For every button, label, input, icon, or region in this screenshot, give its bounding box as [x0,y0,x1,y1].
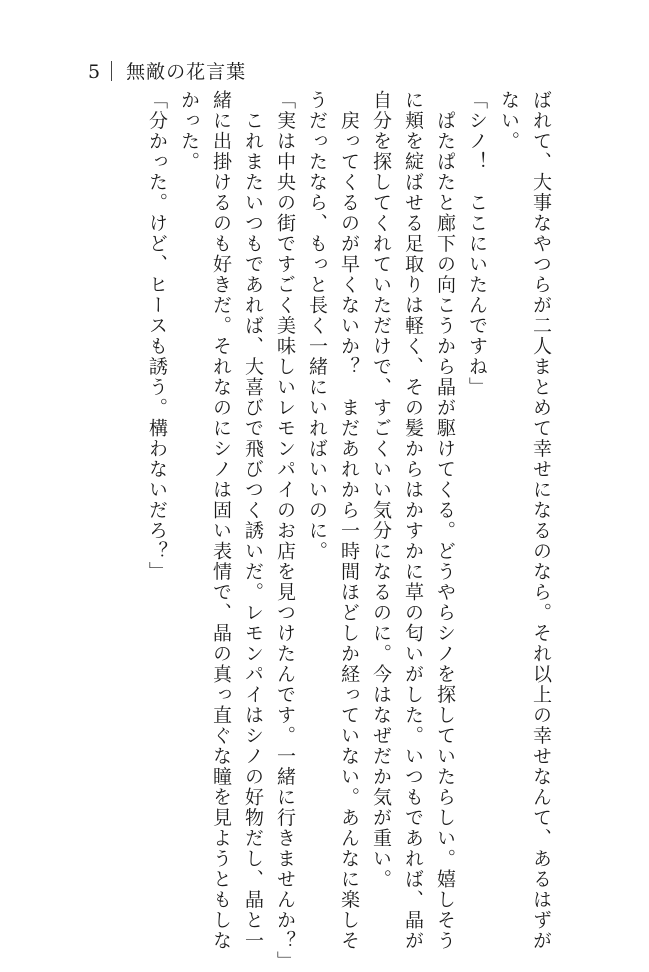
body-text [77,90,557,972]
text-line: ぱたぱたと廊下の向こうから晶が駆けてくる。どうやらシノを探していたらしい。嬉しそう [434,90,456,951]
text-line: うだったなら、もっと長く一緒にいればいいのに。 [306,90,328,562]
text-line: 自分を探してくれていただけで、すごくいい気分になるのに。今はなぜだか気が重い。 [370,90,392,890]
text-line: これまたいつもであれば、大喜びで飛びつく誘いだ。レモンパイはシノの好物だし、晶と一 [242,90,264,951]
page-header [88,60,246,84]
text-line: かった。 [178,90,200,172]
text-line: ばれて、大事なやつらが二人まとめて幸せになるのなら。それ以上の幸せなんて、あるはずが [530,90,552,951]
chapter-title: 無敵の花言葉 [126,61,247,83]
text-line: 緒に出掛けるのも好きだ。それなのにシノは固い表情で、晶の真っ直ぐな瞳を見ようともしな [210,90,232,951]
text-line: 「分かった。けど、ヒースも誘う。構わないだろ？」 [146,90,168,582]
text-line: 戻ってくるのが早くないか？ まだあれから一時間ほどしか経っていない。あんなに楽しそ [338,90,360,951]
header-separator [111,61,112,81]
page-number: 5 [88,61,102,83]
text-line: 「シノ！ ここにいたんですね」 [466,90,488,398]
text-line: 「実は中央の街ですごく美味しいレモンパイのお店を見つけたんです。一緒に行きませんか？」 [274,90,296,972]
text-line: ない。 [498,90,520,152]
text-line: に頬を綻ばせる足取りは軽く、その髪からはかすかに草の匂いがした。いつもであれば、晶が [402,90,424,951]
